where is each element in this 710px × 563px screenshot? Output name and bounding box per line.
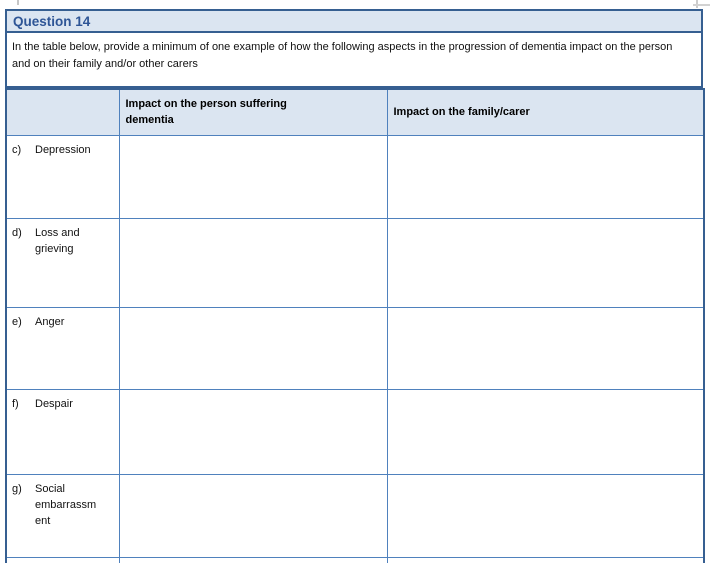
person-impact-cell-loss-grieving[interactable]: [119, 218, 387, 307]
aspect-column-header: [6, 89, 119, 135]
dementia-impact-table: [5, 88, 705, 563]
person-impact-cell-anger[interactable]: [119, 307, 387, 389]
person-impact-column-header: Impact on the person suffering dementia: [119, 89, 387, 135]
row-label-loss-grieving: [6, 218, 119, 307]
family-impact-cell-despair[interactable]: [387, 389, 704, 474]
row-label-text: Despair: [35, 397, 73, 410]
family-impact-column-header: Impact on the family/carer: [387, 89, 704, 135]
question-title: Question 14: [13, 13, 91, 29]
family-impact-cell-social-embarrassment[interactable]: [387, 474, 704, 557]
person-impact-cell-social-embarrassment[interactable]: [119, 474, 387, 557]
ruler-tick-left-icon: [17, 0, 19, 5]
family-impact-cell-loss-grieving[interactable]: [387, 218, 704, 307]
table-row-despair: [6, 389, 704, 474]
row-label-text: Anger: [35, 315, 65, 328]
table-row-anger: [6, 307, 704, 389]
instruction-box: [5, 33, 703, 88]
person-impact-cell-despair[interactable]: [119, 389, 387, 474]
person-impact-cell-depression[interactable]: [119, 135, 387, 218]
instruction-text: In the table below, provide a minimum of one example of how the following aspects in the progression of dementia impact on the person and on their family and/or other carers: [12, 41, 673, 70]
row-label-text: Depression: [35, 143, 91, 156]
partial-cell: [387, 557, 704, 563]
table-header-row: [6, 89, 704, 135]
family-impact-cell-depression[interactable]: [387, 135, 704, 218]
family-impact-cell-anger[interactable]: [387, 307, 704, 389]
table-row-depression: [6, 135, 704, 218]
row-label-despair: [6, 389, 119, 474]
row-letter: g): [12, 482, 22, 495]
row-letter: e): [12, 315, 22, 328]
ruler-tick-right-horizontal-icon: [693, 4, 710, 6]
row-label-social-embarrassment: [6, 474, 119, 557]
table-row-social-embarrassment: [6, 474, 704, 557]
partial-cell: [6, 557, 119, 563]
table-row-partial: [6, 557, 704, 563]
row-letter: d): [12, 226, 22, 239]
row-label-text: Loss and grieving: [35, 226, 80, 255]
row-label-text: Social embarrassment: [35, 482, 97, 527]
row-label-anger: [6, 307, 119, 389]
table-row-loss-grieving: [6, 218, 704, 307]
partial-cell: [119, 557, 387, 563]
row-letter: f): [12, 397, 19, 410]
row-label-depression: [6, 135, 119, 218]
row-letter: c): [12, 143, 22, 156]
question-header: [5, 9, 703, 33]
